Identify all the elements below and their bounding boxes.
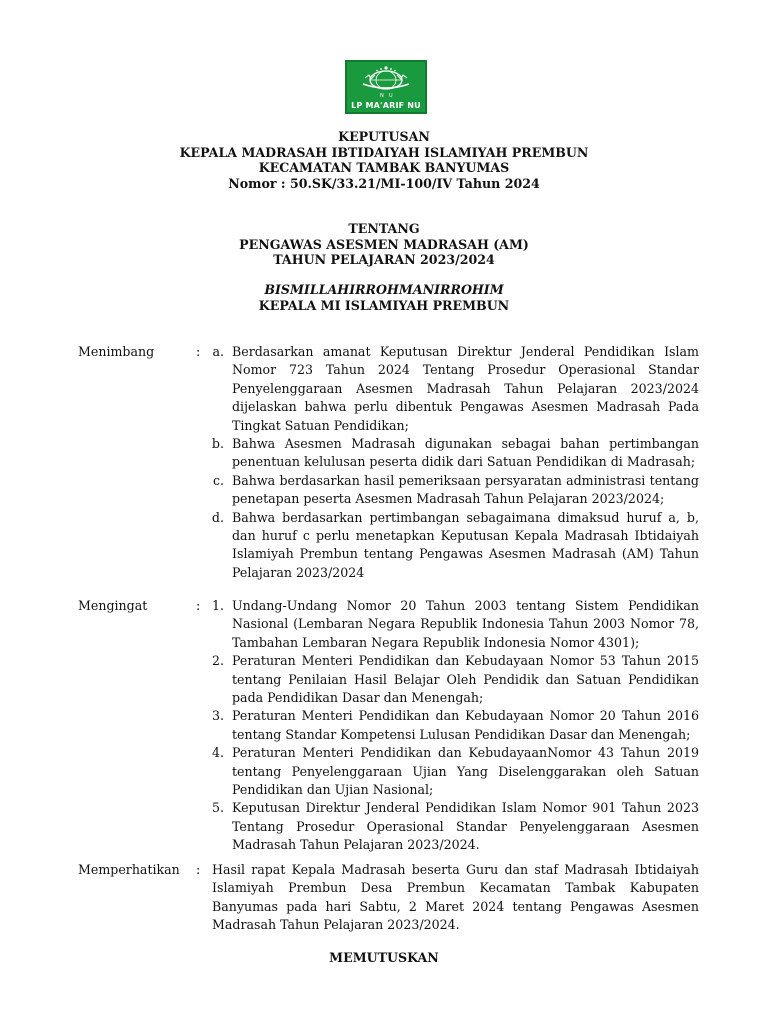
memperhatikan-label: Memperhatikan: [78, 862, 180, 877]
mengingat-item-marker: 1.: [211, 598, 224, 613]
mengingat-item-text: Peraturan Menteri Pendidikan dan Kebudayaan Nomor 53 Tahun 2015 tentang Penilaian Hasil Belajar Oleh Pendidik dan Satuan Pendidikan pada Pendidikan Dasar dan Menengah;: [232, 653, 699, 706]
menimbang-item: [0, 435, 768, 472]
menimbang-label: Menimbang: [78, 344, 155, 359]
mengingat-list: [0, 597, 768, 855]
mengingat-colon: :: [196, 598, 201, 613]
subject-label: TENTANG: [348, 221, 420, 236]
menimbang-item-marker: d.: [211, 509, 224, 525]
menimbang-item: [0, 343, 768, 435]
menimbang-list: [0, 343, 768, 582]
opening-block: [0, 282, 768, 313]
mengingat-item-text: Peraturan Menteri Pendidikan dan Kebudayaan Nomor 20 Tahun 2016 tentang Standar Kompetensi Lulusan Pendidikan Dasar dan Menengah;: [232, 708, 699, 742]
decree-title: KEPUTUSAN: [338, 129, 430, 144]
subject-line-2: TAHUN PELAJARAN 2023/2024: [273, 252, 495, 267]
menimbang-item-text: Bahwa Asesmen Madrasah digunakan sebagai bahan pertimbangan penentuan kelulusan peserta didik dari Satuan Pendidikan di Madrasah;: [232, 436, 699, 470]
menimbang-item-text: Bahwa berdasarkan hasil pemeriksaan persyaratan administrasi tentang penetapan peserta Asesmen Madrasah Tahun Pelajaran 2023/2024;: [232, 472, 699, 507]
subject-line-1: PENGAWAS ASESMEN MADRASAH (AM): [239, 236, 529, 252]
emblem-letter-n: N: [380, 93, 384, 99]
decree-district: KECAMATAN TAMBAK BANYUMAS: [258, 160, 510, 175]
menimbang-item: [0, 472, 768, 509]
menimbang-colon: :: [196, 344, 201, 359]
decree-number: Nomor : 50.SK/33.21/MI-100/IV Tahun 2024: [228, 175, 540, 191]
menimbang-item-text: Bahwa berdasarkan pertimbangan sebagaimana dimaksud huruf a, b, dan huruf c perlu menetapkan Keputusan Kepala Madrasah Ibtidaiyah Islamiyah Prembun tentang Pengawas Asesmen Madrasah (AM) Tahun Pelajaran 2023/2024: [232, 509, 699, 580]
mengingat-item-marker: 3.: [211, 708, 224, 724]
decree-issuer: KEPALA MADRASAH IBTIDAIYAH ISLAMIYAH PREMBUN: [179, 144, 589, 160]
mengingat-item-marker: 2.: [211, 653, 224, 669]
nu-emblem-icon: [347, 62, 425, 100]
menimbang-item-marker: b.: [211, 436, 224, 452]
decision-heading: MEMUTUSKAN: [329, 950, 439, 965]
memperhatikan-text: Hasil rapat Kepala Madrasah beserta Guru dan staf Madrasah Ibtidaiyah Islamiyah Prembun Desa Prembun Kecamatan Tambak Kabupaten Banyumas pada hari Sabtu, 2 Maret 2024 tentang Pengawas Asesmen Madrasah Tahun Pelajaran 2023/2024.: [212, 862, 699, 933]
mengingat-item: [0, 799, 768, 854]
menimbang-item-marker: c.: [212, 472, 224, 488]
menimbang-item-marker: a.: [212, 344, 224, 359]
memperhatikan-colon: :: [196, 862, 201, 877]
official-title: KEPALA MI ISLAMIYAH PREMBUN: [258, 297, 510, 313]
mengingat-label: Mengingat: [78, 598, 148, 613]
mengingat-item: [0, 707, 768, 744]
mengingat-item-marker: 4.: [211, 745, 224, 761]
mengingat-item: [0, 597, 768, 652]
menimbang-item: [0, 509, 768, 583]
mengingat-item-text: Keputusan Direktur Jenderal Pendidikan Islam Nomor 901 Tahun 2023 Tentang Prosedur Operasional Standar Penyelenggaraan Asesmen Madrasah Tahun Pelajaran 2023/2024.: [232, 800, 699, 853]
mengingat-item: [0, 744, 768, 799]
mengingat-item: [0, 652, 768, 707]
mengingat-item-marker: 5.: [211, 800, 224, 816]
mengingat-item-text: Undang-Undang Nomor 20 Tahun 2003 tentang Sistem Pendidikan Nasional (Lembaran Negara Republik Indonesia Tahun 2003 Nomor 78, Tambahan Lembaran Negara Republik Indonesia Nomor 4301);: [232, 598, 699, 650]
mengingat-item-text: Peraturan Menteri Pendidikan dan KebudayaanNomor 43 Tahun 2019 tentang Penyelenggaraan Ujian Yang Diselenggarakan oleh Satuan Pendidikan dan Ujian Nasional;: [232, 745, 699, 798]
emblem-letter-u: U: [389, 93, 393, 99]
basmalah: BISMILLAHIRROHMANIRROHIM: [264, 282, 504, 297]
logo-caption: LP MA'ARIF NU: [351, 101, 421, 110]
lp-maarif-nu-logo: [345, 60, 427, 114]
menimbang-item-text: Berdasarkan amanat Keputusan Direktur Jenderal Pendidikan Islam Nomor 723 Tahun 2024 Tentang Prosedur Operasional Standar Penyelenggaraan Asesmen Madrasah Tahun Pelajaran 2023/2024 dijelaskan bahwa perlu dibentuk Pengawas Asesmen Madrasah Pada Tingkat Satuan Pendidikan;: [232, 344, 699, 433]
subject-block: [0, 221, 768, 268]
decree-header: [0, 129, 768, 191]
